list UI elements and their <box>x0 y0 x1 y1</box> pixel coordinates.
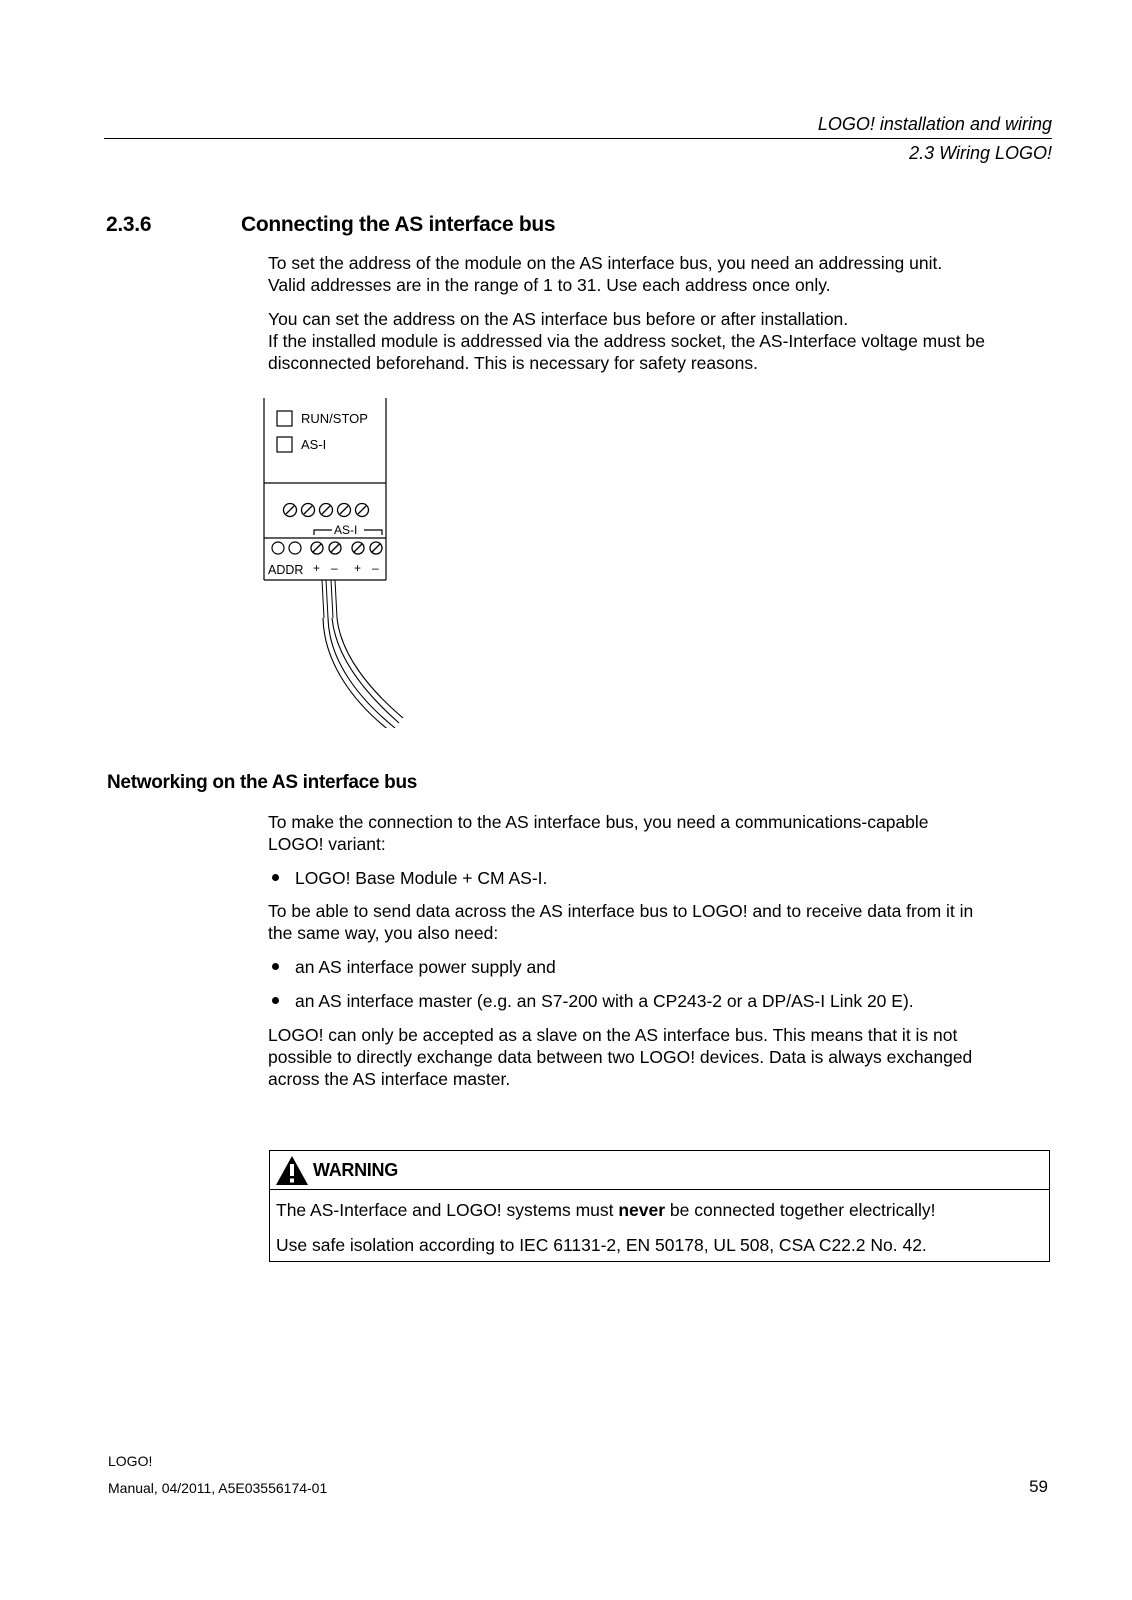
warning-triangle-icon <box>275 1155 309 1186</box>
text-line: LOGO! variant: <box>268 834 386 854</box>
running-header-chapter: LOGO! installation and wiring <box>817 114 1052 134</box>
text-line: To make the connection to the AS interface bus, you need a communications-capable <box>268 812 929 832</box>
warning-box <box>269 1150 1050 1262</box>
text-line: To set the address of the module on the AS interface bus, you need an addressing unit. <box>268 253 943 273</box>
asi-bracket-right <box>364 530 382 535</box>
list-item-text: LOGO! Base Module + CM AS-I. <box>295 868 548 888</box>
screw-terminal-icon <box>356 504 369 517</box>
asi-bracket-label: AS-I <box>334 523 358 537</box>
upper-terminal-row <box>284 504 369 517</box>
asi-bracket-left <box>314 530 332 535</box>
bullet-icon <box>272 874 279 881</box>
addressing-cable <box>322 580 403 728</box>
header-rule <box>104 138 1052 139</box>
screw-terminal-icon <box>320 504 333 517</box>
text-line: disconnected beforehand. This is necessary for safety reasons. <box>268 353 758 373</box>
addr-socket-icon <box>272 542 284 554</box>
screw-terminal-icon <box>352 542 364 554</box>
networking-requirements-paragraph <box>268 900 1058 944</box>
asi-led-label: AS-I <box>301 437 327 452</box>
page-number: 59 <box>1029 1477 1048 1496</box>
addr-socket-icon <box>289 542 301 554</box>
terminal-sign: + <box>354 561 362 575</box>
section-title: Connecting the AS interface bus <box>241 213 556 236</box>
text-line: If the installed module is addressed via the address socket, the AS-Interface voltage must be <box>268 331 985 351</box>
bullet-icon <box>272 997 279 1004</box>
safety-paragraph <box>268 308 1058 374</box>
text-line: across the AS interface master. <box>268 1069 511 1089</box>
asi-led-icon <box>277 437 292 452</box>
address-paragraph <box>268 252 1058 296</box>
terminal-sign: + <box>313 561 321 575</box>
lower-terminal-row <box>272 542 382 554</box>
section-number: 2.3.6 <box>106 213 152 236</box>
list-item-text: an AS interface power supply and <box>295 957 556 977</box>
warning-text: The AS-Interface and LOGO! systems must <box>276 1200 619 1220</box>
warning-line: Use safe isolation according to IEC 61131-2, EN 50178, UL 508, CSA C22.2 No. 42. <box>276 1235 927 1255</box>
addr-label: ADDR <box>268 563 304 577</box>
slave-paragraph <box>268 1024 1058 1090</box>
text-line: You can set the address on the AS interface bus before or after installation. <box>268 309 849 329</box>
running-header-section: 2.3 Wiring LOGO! <box>909 143 1052 163</box>
run-stop-led-icon <box>277 411 292 426</box>
warning-text: be connected together electrically! <box>665 1200 936 1220</box>
screw-terminal-icon <box>338 504 351 517</box>
warning-line <box>276 1200 936 1221</box>
screw-terminal-icon <box>284 504 297 517</box>
text-line: possible to directly exchange data between two LOGO! devices. Data is always exchanged <box>268 1047 973 1067</box>
warning-header <box>270 1151 1049 1190</box>
screw-terminal-icon <box>370 542 382 554</box>
as-interface-module-diagram <box>262 398 412 728</box>
text-line: Valid addresses are in the range of 1 to 31. Use each address once only. <box>268 275 831 295</box>
screw-terminal-icon <box>329 542 341 554</box>
terminal-sign: – <box>331 561 338 575</box>
text-line: To be able to send data across the AS interface bus to LOGO! and to receive data from it in <box>268 901 974 921</box>
warning-emphasis: never <box>618 1200 666 1220</box>
screw-terminal-icon <box>311 542 323 554</box>
networking-intro <box>268 811 1058 855</box>
footer-manual: Manual, 04/2011, A5E03556174-01 <box>108 1480 328 1496</box>
list-item-text: an AS interface master (e.g. an S7-200 with a CP243-2 or a DP/AS-I Link 20 E). <box>295 991 914 1011</box>
text-line: the same way, you also need: <box>268 923 499 943</box>
text-line: LOGO! can only be accepted as a slave on the AS interface bus. This means that it is not <box>268 1025 958 1045</box>
warning-title: WARNING <box>313 1160 398 1180</box>
terminal-sign: – <box>372 561 379 575</box>
footer-product: LOGO! <box>108 1453 153 1469</box>
bullet-icon <box>272 963 279 970</box>
run-stop-label: RUN/STOP <box>301 411 368 426</box>
screw-terminal-icon <box>302 504 315 517</box>
networking-heading: Networking on the AS interface bus <box>107 772 418 793</box>
